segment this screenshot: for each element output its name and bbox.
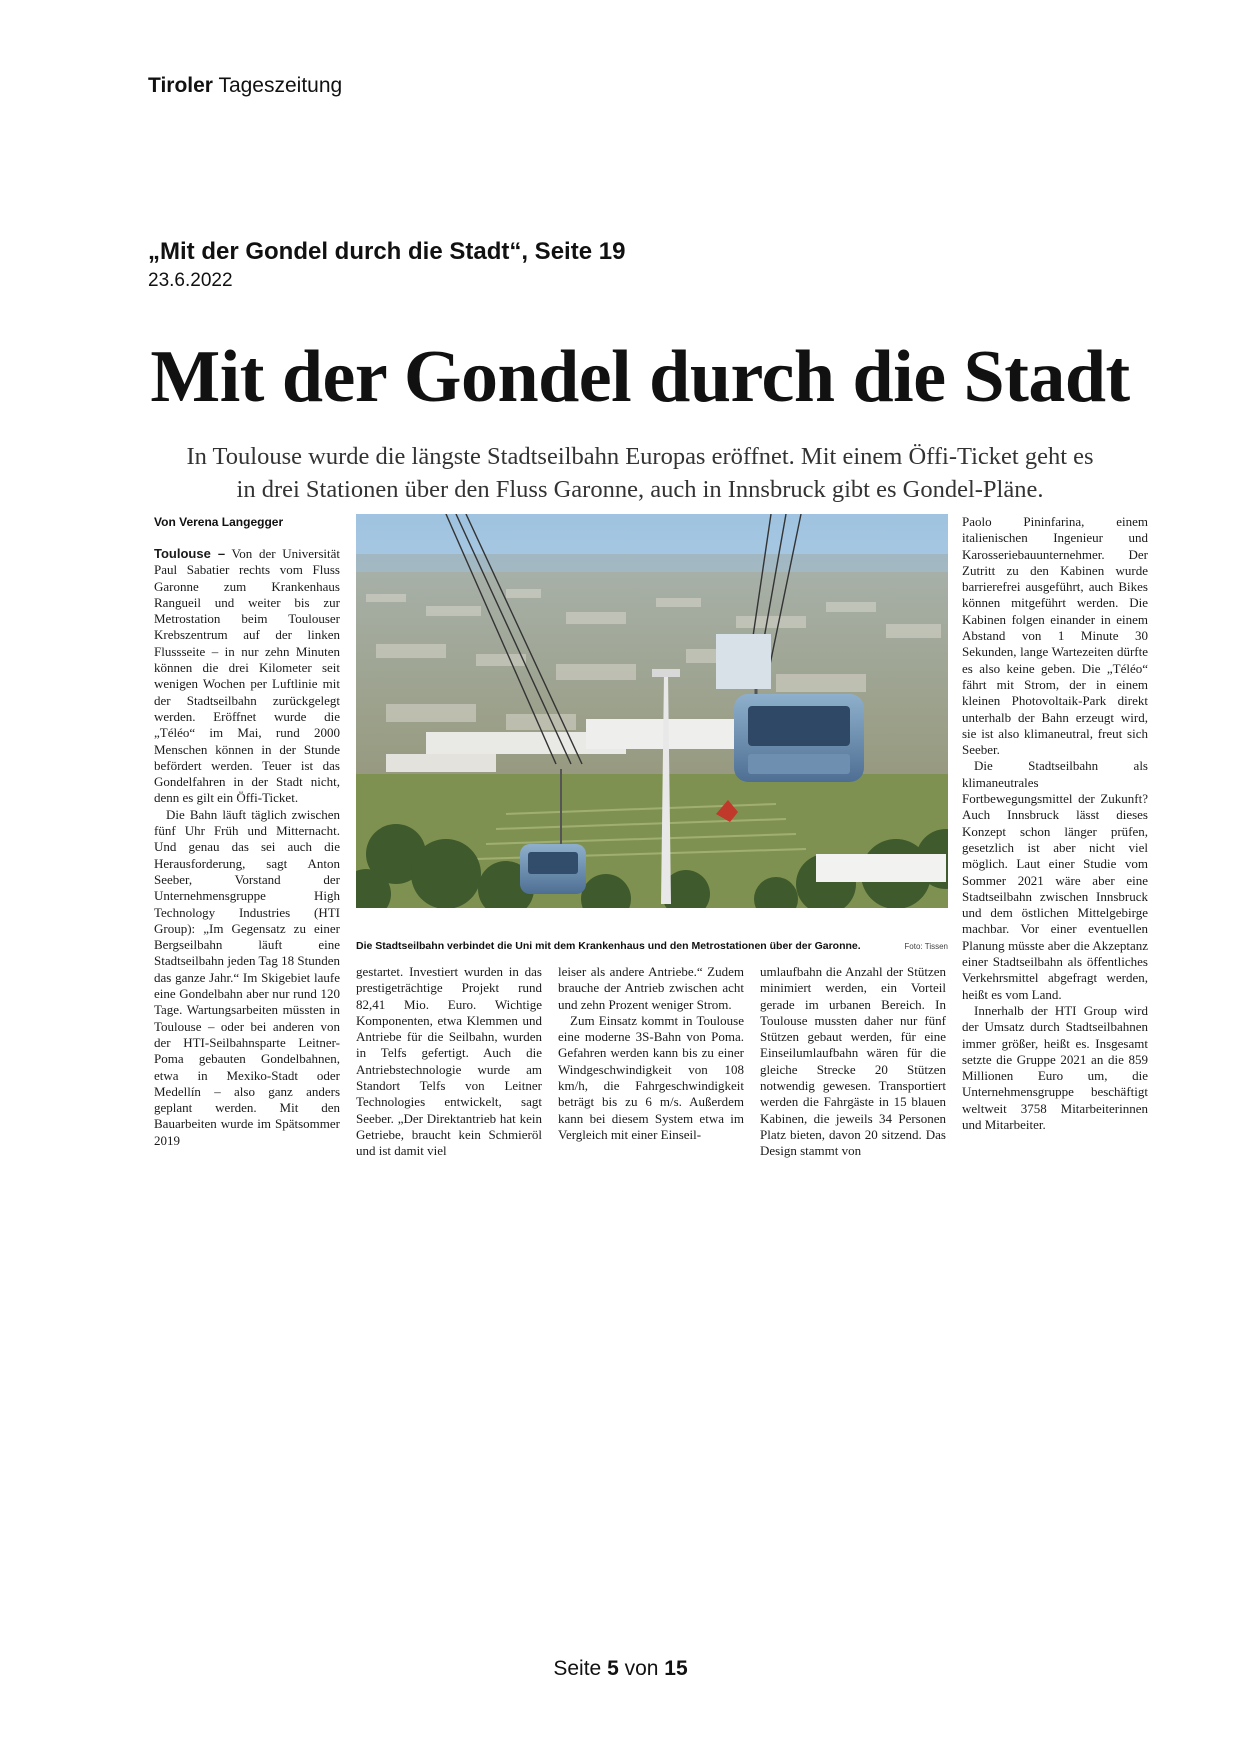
paragraph: gestartet. Investiert wurden in das prestigeträchtige Projekt rund 82,41 Mio. Euro. Wichtige Komponenten, etwa Klemmen und Antriebe für die Seilbahn, wurden in Telfs gefertigt. Auch die Antriebstechnologie wurde am Standort Telfs von Leitner Technologies entwickelt, sagt Seeber. „Der Direktantrieb hat kein Getriebe, braucht kein Schmieröl und ist damit viel: [356, 964, 542, 1159]
paragraph: Die Stadtseilbahn als klimaneutrales Fortbewegungsmittel der Zukunft? Auch Innsbruck lässt dieses Konzept schon länger prüfen, gesetzlich ist aber nicht viel möglich. Laut einer Studie vom Sommer 2021 wäre aber eine Stadtseilbahn zwischen Innsbruck und dem östlichen Mittelgebirge machbar. Vor einer eventuellen Planung müsste aber die Akzeptanz einer Stadtseilbahn als öffentliches Verkehrsmittel abgefragt werden, heißt es vom Land.: [962, 758, 1148, 1002]
photo-credit: Foto: Tissen: [904, 942, 948, 951]
page-current: 5: [607, 1657, 619, 1680]
paragraph: leiser als andere Antriebe.“ Zudem brauche der Antrieb zwischen acht und zehn Prozent weniger Strom.: [558, 964, 744, 1012]
dateline: Toulouse –: [154, 546, 226, 561]
page-number: [0, 1657, 1241, 1681]
article-column-3: [558, 964, 744, 1143]
byline: Von Verena Langegger: [154, 515, 284, 529]
cable-car-photo: [356, 514, 948, 908]
article-date: 23.6.2022: [148, 270, 233, 291]
brand-rest: Tageszeitung: [218, 74, 343, 97]
article-column-1: [154, 546, 340, 1149]
page-total: 15: [664, 1657, 688, 1680]
subheadline-line-1: In Toulouse wurde die längste Stadtseilbahn Europas eröffnet. Mit einem Öffi-Ticket geht es: [186, 443, 1094, 470]
page-prefix: Seite: [553, 1657, 602, 1680]
headline: Mit der Gondel durch die Stadt: [150, 336, 1130, 418]
subheadline: [150, 440, 1130, 506]
caption-text: Die Stadtseilbahn verbindet die Uni mit dem Krankenhaus und den Metrostationen über der Garonne.: [356, 940, 861, 952]
paragraph: [154, 546, 340, 807]
newspaper-brand: [148, 74, 342, 98]
paragraph: umlaufbahn die Anzahl der Stützen minimiert werden, ein Vorteil gerade im urbanen Bereich. In Toulouse mussten daher nur fünf Stützen gebaut werden, für eine Einseilumlaufbahn wären für die gleiche Strecke 20 Stützen notwendig gewesen. Transportiert werden die Fahrgäste in 15 blauen Kabinen, die jeweils 34 Personen Platz bieten, davon 20 sitzend. Das Design stammt von: [760, 964, 946, 1159]
paragraph: Zum Einsatz kommt in Toulouse eine moderne 3S-Bahn von Poma. Gefahren werden kann bis zu einer Windgeschwindigkeit von 108 km/h, die Fahrgeschwindigkeit beträgt bis zu 6 m/s. Außerdem kann bei diesem System etwa im Vergleich mit einer Einseil-: [558, 1012, 744, 1142]
paragraph: Die Bahn läuft täglich zwischen fünf Uhr Früh und Mitternacht. Und genau das sei auch die Herausforderung, sagt Anton Seeber, Vorstand der Unternehmensgruppe High Technology Industries (HTI Group): „Im Gegensatz zu einer Bergseilbahn läuft eine Stadtseilbahn jeden Tag 18 Stunden das ganze Jahr.“ Im Skigebiet laufe eine Gondelbahn aber nur rund 120 Tage. Wartungsarbeiten müssten in Toulouse – oder bei anderen von der HTI-Seilbahnsparte Leitner-Poma gebauten Gondelbahnen, etwa in Mexiko-Stadt oder Medellín – also ganz anders geplant werden. Mit den Bauarbeiten wurde im Spätsommer 2019: [154, 806, 340, 1148]
subheadline-line-2: in drei Stationen über den Fluss Garonne, auch in Innsbruck gibt es Gondel-Pläne.: [236, 476, 1044, 503]
page-separator: von: [624, 1657, 659, 1680]
paragraph: Innerhalb der HTI Group wird der Umsatz durch Stadtseilbahnen immer größer, heißt es. Insgesamt setzte die Gruppe 2021 an die 859 Millionen Euro um, die Unternehmensgruppe beschäftigt weltweit 3758 Mitarbeiterinnen und Mitarbeiter.: [962, 1002, 1148, 1132]
paragraph: Paolo Pininfarina, einem italienischen Ingenieur und Karosseriebauunternehmer. Der Zutritt zu den Kabinen wurde barrierefrei ausgeführt, auch Bikes können mitgeführt werden. Die Kabinen folgen einander in einem Abstand von 1 Minute 30 Sekunden, lange Wartezeiten dürfte es also keine geben. Die „Téléo“ fährt mit Strom, der in einem kleinen Photovoltaik-Park direkt unterhalb der Bahn erzeugt wird, sie ist also klimaneutral, freut sich Seeber.: [962, 514, 1148, 758]
article-column-2: [356, 964, 542, 1160]
photo-caption: [356, 940, 948, 952]
article-column-5: [962, 514, 1148, 1133]
brand-bold: Tiroler: [148, 74, 213, 97]
paragraph-text: Von der Universität Paul Sabatier rechts vom Fluss Garonne zum Krankenhaus Rangueil und weiter bis zur Metrostation beim Toulouser Krebszentrum auf der linken Flussseite – in nur zehn Minuten können die drei Kilometer seit wenigen Wochen per Luftlinie mit der Stadtseilbahn zurückgelegt werden. Eröffnet wurde die „Téléo“ im Mai, rund 2000 Menschen können in der Stunde befördert werden. Teuer ist das Gondelfahren in der Stadt nicht, denn es gilt ein Öffi-Ticket.: [154, 546, 340, 806]
article-reference: „Mit der Gondel durch die Stadt“, Seite 19: [148, 238, 626, 265]
article-column-4: [760, 964, 946, 1160]
